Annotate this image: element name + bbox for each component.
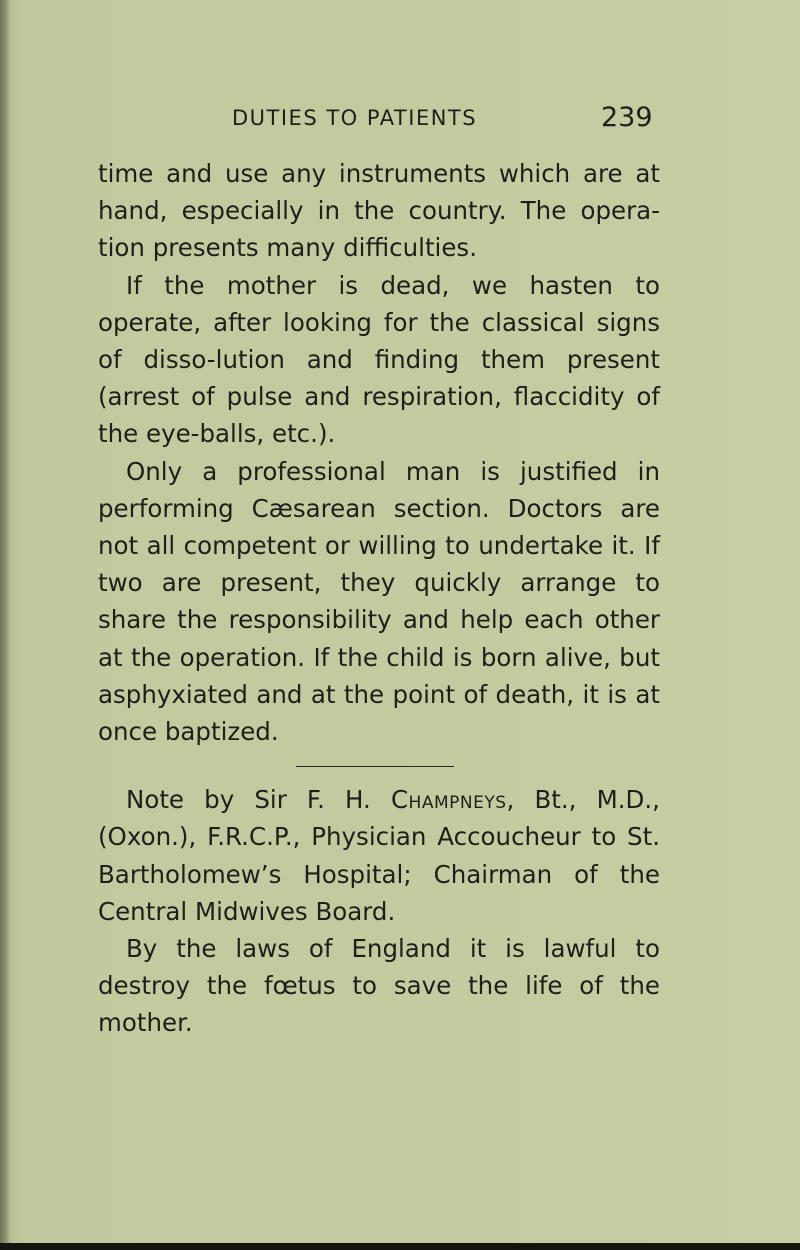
section-divider	[296, 766, 454, 767]
page-number: 239	[601, 102, 653, 133]
page-gutter-shadow	[0, 0, 10, 1250]
paragraph-3: Only a professional man is justified in performing Cæsarean section. Doctors are not all competent or willing to undertake it. If two are present, they quickly arrange to share the responsibility and help each other at the operation. If the child is born alive, but asphyxiated and at the point of death, it is at once baptized.	[98, 456, 660, 747]
footnote-rest: , Bt., M.D., (Oxon.), F.R.C.P., Physician Accoucheur to St. Bartholomew’s Hospital; Chairman of the Central Midwives Board.	[98, 785, 660, 926]
page-bottom-edge	[0, 1243, 800, 1250]
main-text	[98, 155, 660, 1042]
running-header	[0, 100, 800, 140]
footnote-author-name: Champneys	[390, 785, 507, 815]
footnote-paragraph-2: By the laws of England it is lawful to destroy the fœtus to save the life of the mother.	[98, 934, 660, 1038]
footnote-paragraph	[98, 781, 660, 930]
footnote-lead: Note by Sir F. H.	[126, 785, 391, 815]
running-title: DUTIES TO PATIENTS	[232, 106, 478, 130]
paragraph-2: If the mother is dead, we hasten to operate, after looking for the classical signs of disso-lution and finding them present (arrest of pulse and respiration, flaccidity of the eye-balls, etc.).	[98, 270, 660, 449]
paragraph-1: time and use any instruments which are at hand, especially in the country. The opera-tion presents many difficulties.	[98, 159, 660, 263]
